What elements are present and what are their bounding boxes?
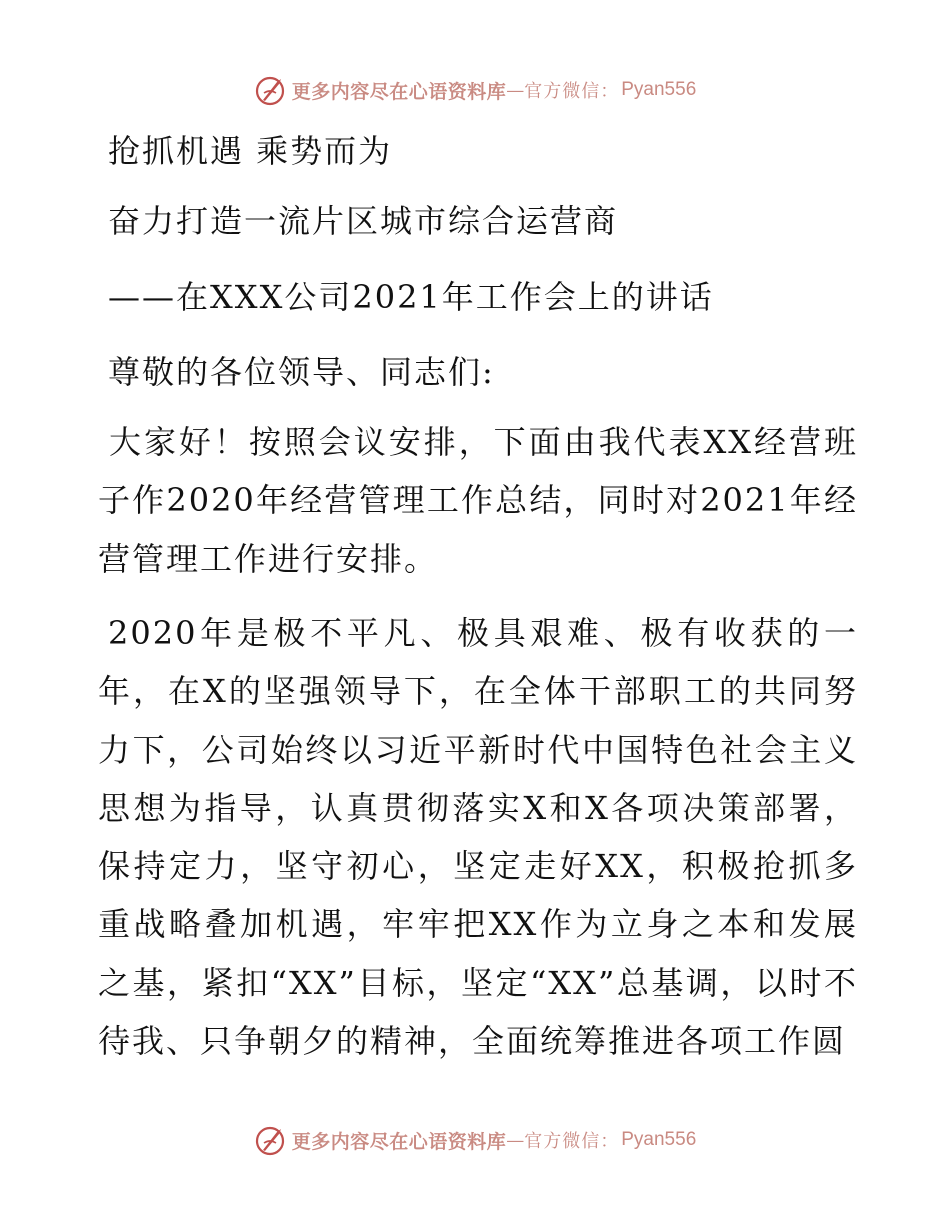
watermark-site-text: 更多内容尽在心语资料库 — [291, 80, 507, 103]
footer-watermark — [0, 1120, 950, 1160]
watermark-wechat-id: Pyan556 — [621, 79, 697, 100]
document-title-line-1: 抢抓机遇 乘势而为 — [108, 132, 393, 170]
document-salutation: 尊敬的各位领导、同志们: — [108, 353, 495, 391]
watermark-wechat-label: 官方微信： — [524, 81, 620, 102]
paragraph-greeting-text: 大家好！按照会议安排，下面由我代表XX经营班子作2020年经营管理工作总结，同时对2021年经营管理工作进行安排。 — [98, 423, 858, 578]
watermark-site-text: 更多内容尽在心语资料库 — [291, 1130, 507, 1153]
watermark-wechat-id: Pyan556 — [621, 1129, 697, 1150]
header-watermark — [0, 70, 950, 110]
quill-logo-icon — [254, 1123, 288, 1157]
document-title-line-2: 奋力打造一流片区城市综合运营商 — [108, 202, 619, 240]
watermark-separator: — — [506, 79, 525, 101]
watermark-wechat-label: 官方微信： — [524, 1131, 620, 1152]
quill-logo-icon — [254, 73, 288, 107]
paragraph-summary-text: 2020年是极不平凡、极具艰难、极有收获的一年，在X的坚强领导下，在全体干部职工的共同努力下，公司始终以习近平新时代中国特色社会主义思想为指导，认真贯彻落实X和X各项决策部署，保持定力，坚守初心，坚定走好XX，积极抢抓多重战略叠加机遇，牢牢把XX作为立身之本和发展之基，紧扣“XX”目标，坚定“XX”总基调，以时不待我、只争朝夕的精神，全面统筹推进各项工作圆 — [98, 614, 858, 1061]
paragraph-summary — [98, 604, 858, 1070]
document-subtitle: ——在XXX公司2021年工作会上的讲话 — [108, 278, 714, 316]
paragraph-greeting — [98, 413, 858, 588]
watermark-separator: — — [506, 1129, 525, 1151]
